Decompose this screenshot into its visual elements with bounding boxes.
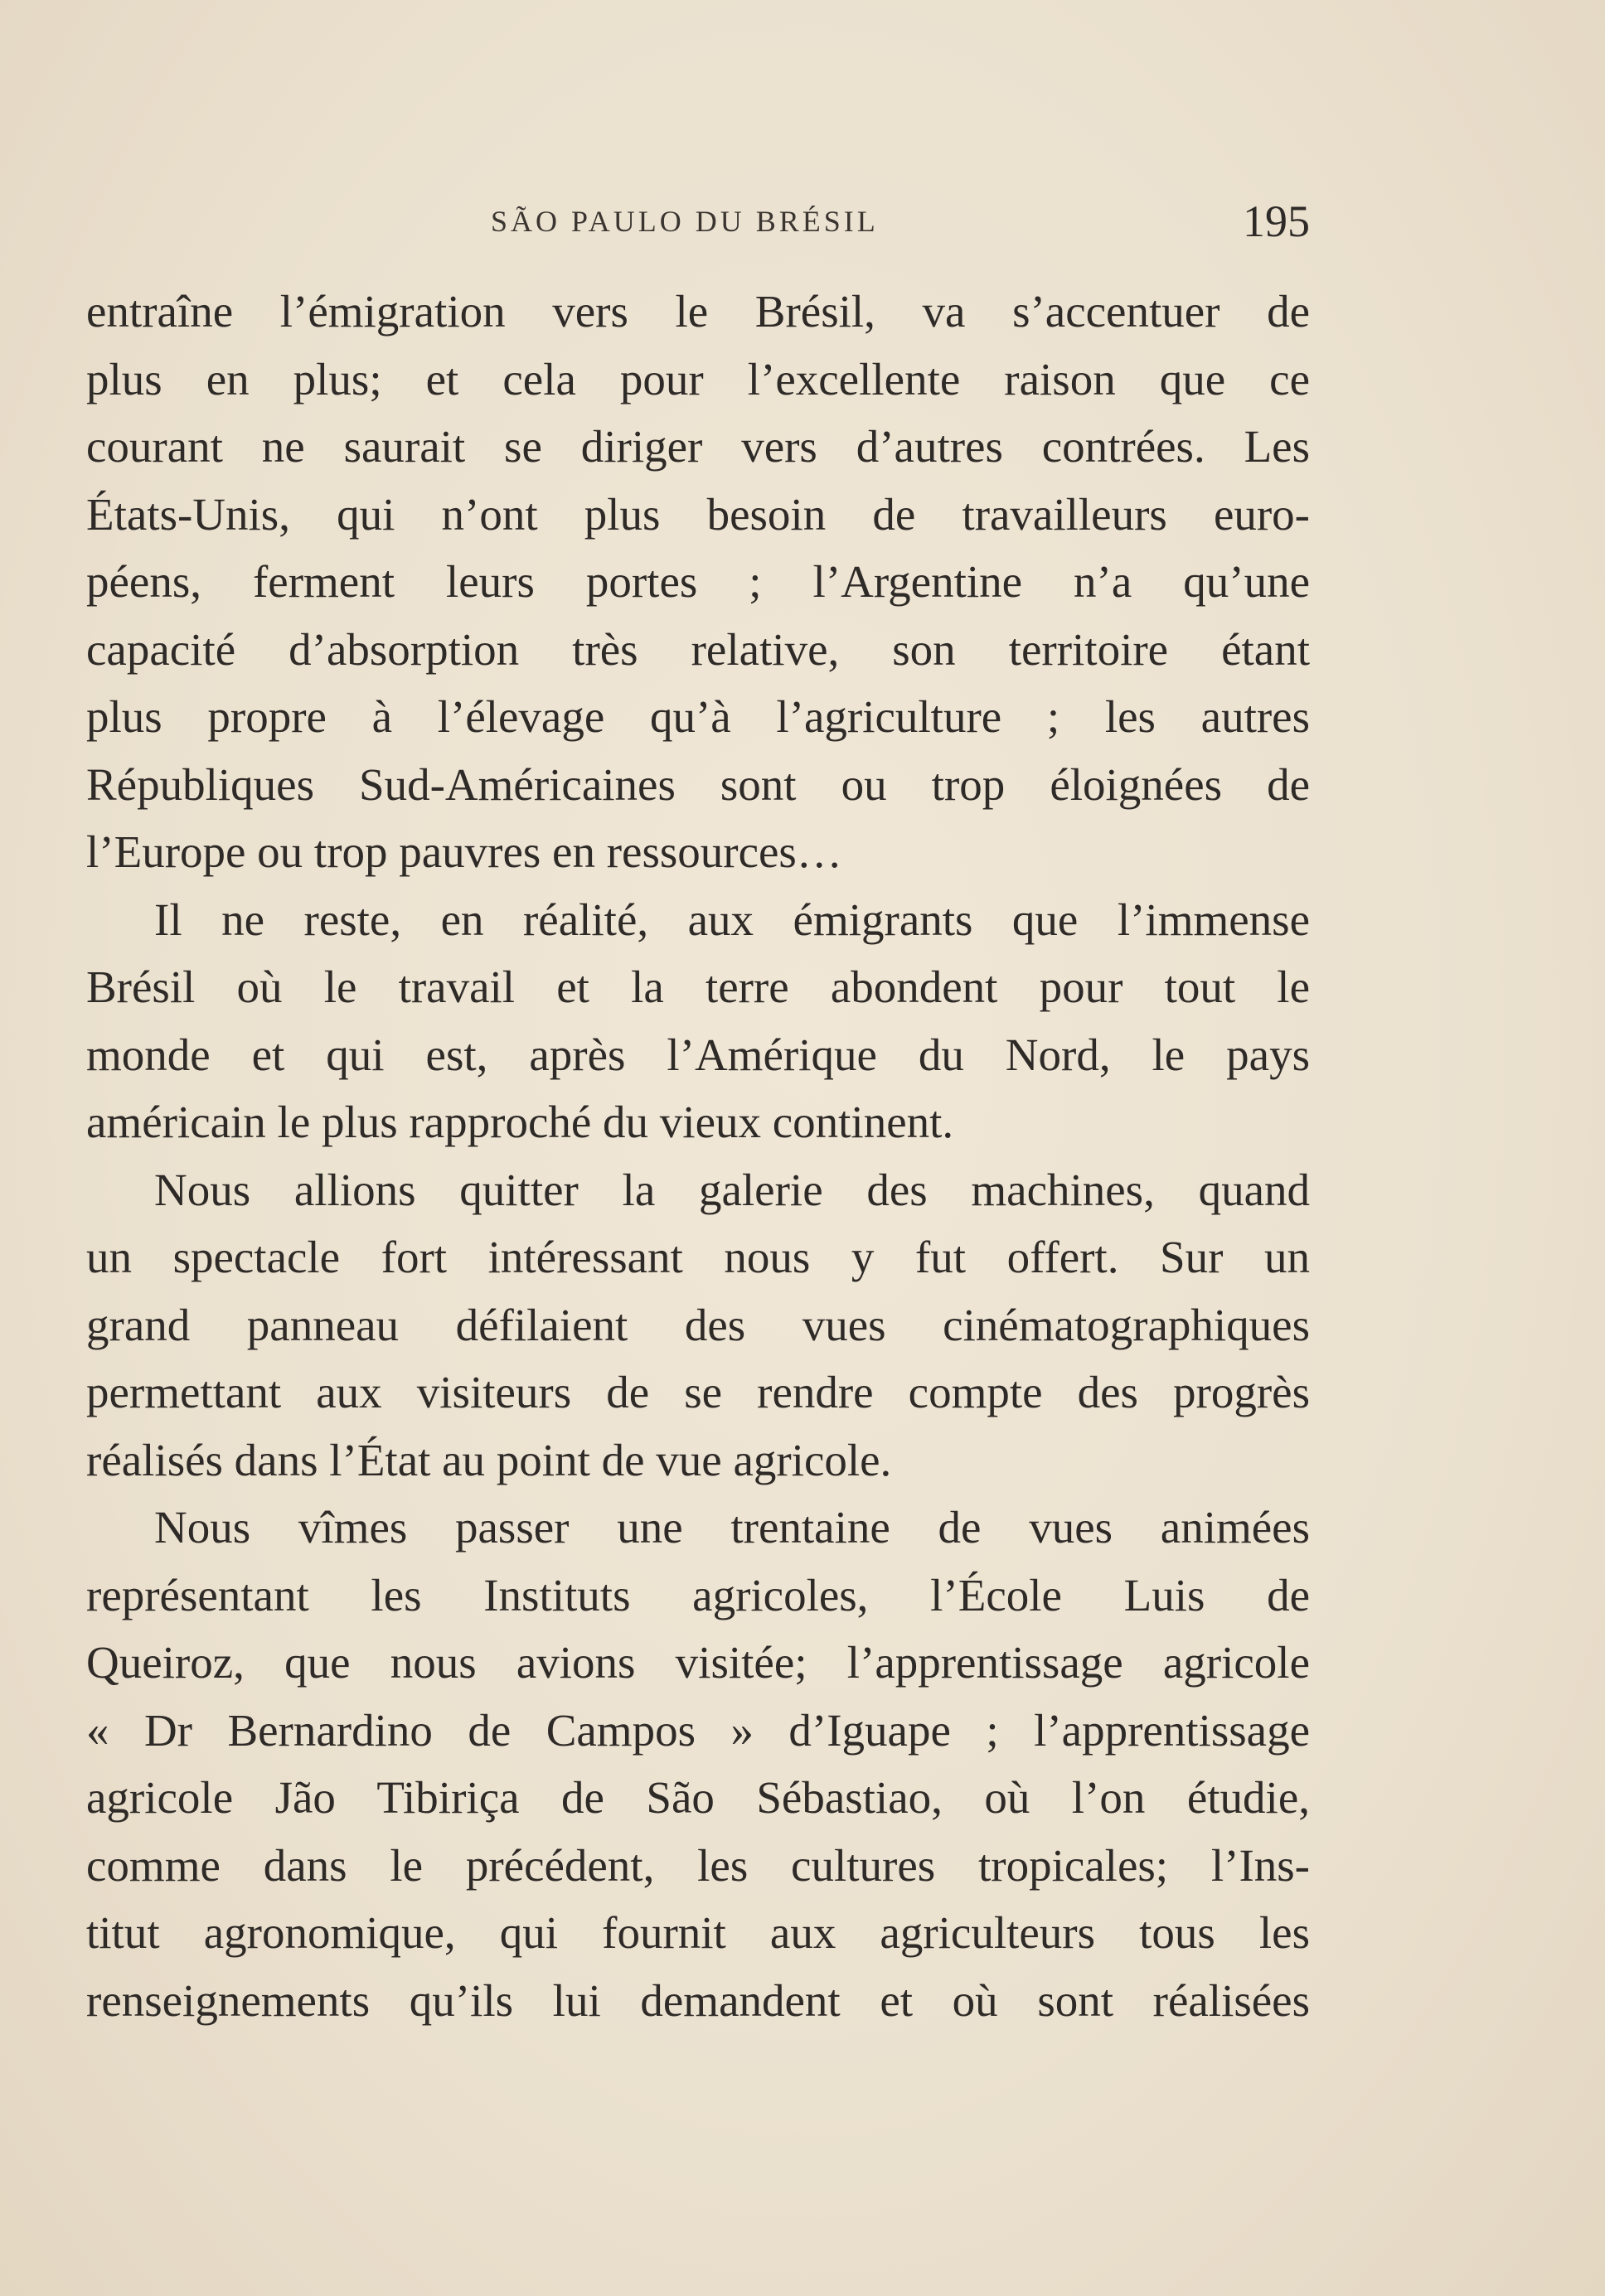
text-line: Républiques Sud-Américaines sont ou trop éloignées de: [86, 758, 1310, 810]
text-line: plus en plus; et cela pour l’excellente raison que ce: [86, 353, 1310, 404]
text-line: agricole Jão Tibiriça de São Sébastiao, où l’on étudie,: [86, 1772, 1310, 1823]
text-line: plus propre à l’élevage qu’à l’agriculture ; les autres: [86, 691, 1310, 742]
page-header: [86, 196, 1310, 254]
text-line: « Dr Bernardino de Campos » d’Iguape ; l’apprentissage: [86, 1704, 1310, 1756]
text-line: péens, ferment leurs portes ; l’Argentine n’a qu’une: [86, 556, 1310, 607]
text-line: un spectacle fort intéressant nous y fut offert. Sur un: [86, 1232, 1310, 1282]
text-line: Queiroz, que nous avions visitée; l’apprentissage agricole: [86, 1637, 1310, 1688]
page-number: 195: [1243, 196, 1310, 246]
text-line: titut agronomique, qui fournit aux agriculteurs tous les: [86, 1907, 1310, 1958]
text-line: entraîne l’émigration vers le Brésil, va s’accentuer de: [86, 286, 1310, 337]
text-line: grand panneau défilaient des vues cinématographiques: [86, 1299, 1310, 1350]
text-line: capacité d’absorption très relative, son territoire étant: [86, 623, 1310, 675]
text-line: permettant aux visiteurs de se rendre compte des progrès: [86, 1367, 1310, 1417]
text-line: Brésil où le travail et la terre abondent pour tout le: [86, 962, 1310, 1012]
text-line: monde et qui est, après l’Amérique du Nord, le pays: [86, 1029, 1310, 1080]
text-line: Nous vîmes passer une trentaine de vues animées: [154, 1502, 1310, 1552]
running-title: SÃO PAULO DU BRÉSIL: [491, 205, 879, 238]
text-line: renseignements qu’ils lui demandent et où sont réalisées: [86, 1974, 1310, 2026]
body-text: [86, 278, 1310, 2034]
text-line: l’Europe ou trop pauvres en ressources…: [86, 826, 842, 877]
text-line: Il ne reste, en réalité, aux émigrants que l’immense: [154, 894, 1310, 945]
text-line: courant ne saurait se diriger vers d’autres contrées. Les: [86, 421, 1310, 472]
text-line: comme dans le précédent, les cultures tropicales; l’Ins-: [86, 1839, 1310, 1891]
text-line: Nous allions quitter la galerie des machines, quand: [154, 1164, 1310, 1215]
text-line: américain le plus rapproché du vieux continent.: [86, 1097, 954, 1147]
text-line: réalisés dans l’État au point de vue agricole.: [86, 1434, 892, 1485]
text-line: représentant les Instituts agricoles, l’École Luis de: [86, 1569, 1310, 1620]
text-line: États-Unis, qui n’ont plus besoin de travailleurs euro-: [86, 488, 1310, 540]
